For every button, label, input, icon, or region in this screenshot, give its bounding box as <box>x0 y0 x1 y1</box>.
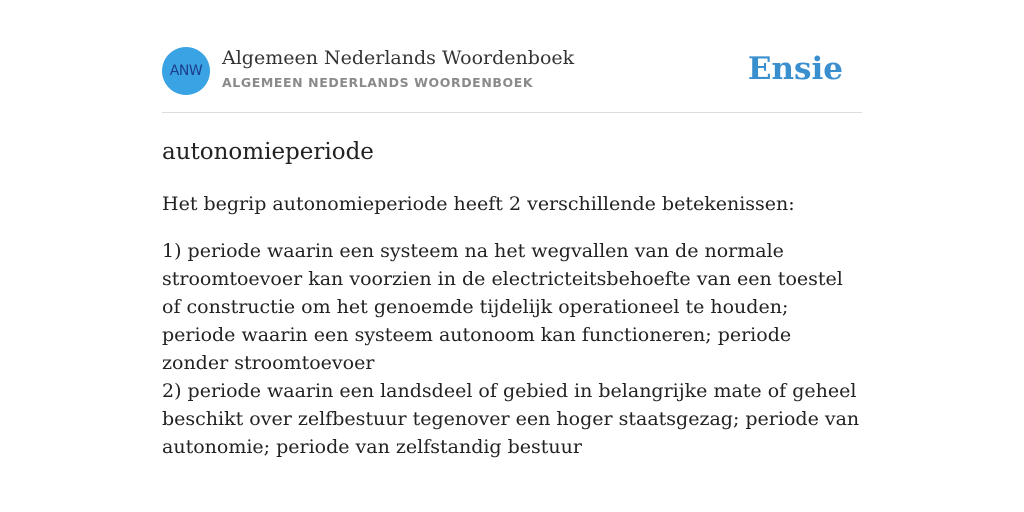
definition-item: 2) periode waarin een landsdeel of gebied in belangrijke mate of geheel beschikt over zelfbestuur tegenover een hoger staatsgezag; periode van autonomie; periode van zelfstandig bestuur <box>162 380 860 458</box>
source-title[interactable]: Algemeen Nederlands Woordenboek <box>222 47 575 69</box>
source-logo[interactable] <box>162 47 210 95</box>
entry-title: autonomieperiode <box>162 139 374 165</box>
header <box>162 0 862 113</box>
entry-intro: Het begrip autonomieperiode heeft 2 verschillende betekenissen: <box>162 193 795 215</box>
brand-logo[interactable]: Ensie <box>747 51 843 87</box>
definition-item: 1) periode waarin een systeem na het wegvallen van de normale stroomtoevoer kan voorzien in de electricteitsbehoefte van een toestel of constructie om het genoemde tijdelijk operationeel te houden; periode waarin een systeem autonoom kan functioneren; periode zonder stroomtoevoer <box>162 240 843 374</box>
page-content <box>162 0 862 458</box>
definition-list <box>162 237 862 461</box>
source-subtitle: ALGEMEEN NEDERLANDS WOORDENBOEK <box>222 75 534 90</box>
source-logo-text: ANW <box>169 63 203 79</box>
